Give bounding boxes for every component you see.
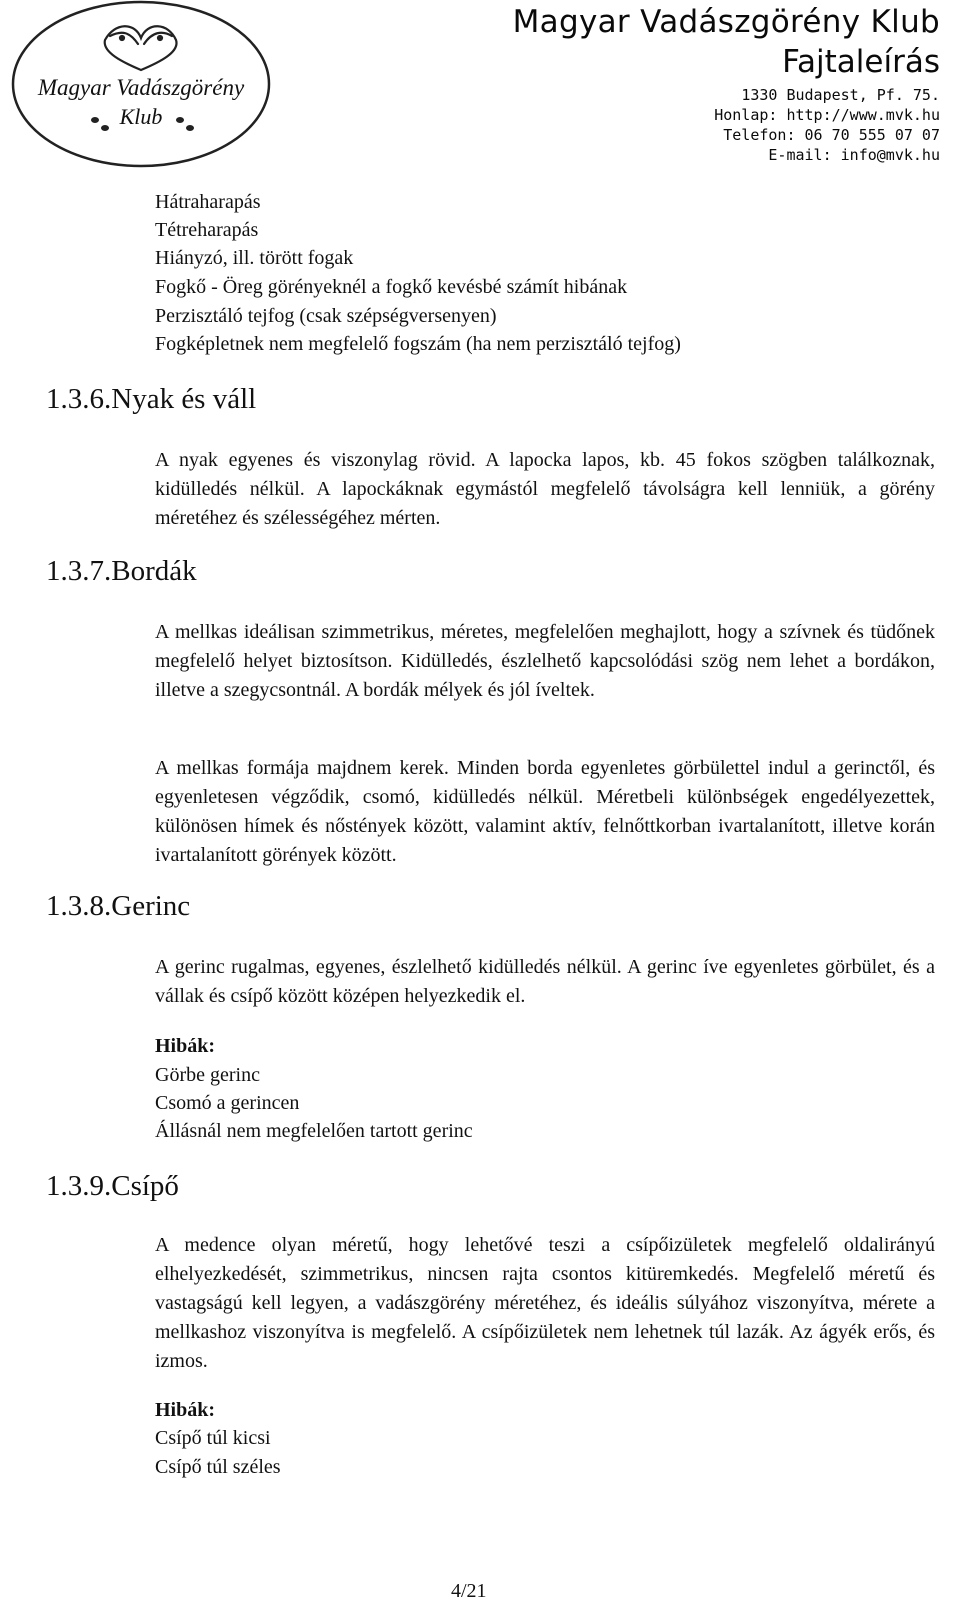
section-heading-hip: 1.3.9.Csípő	[46, 1170, 179, 1202]
section-heading-spine: 1.3.8.Gerinc	[46, 890, 191, 922]
spine-fault-item: Görbe gerinc	[155, 1064, 260, 1086]
phone-number: Telefon: 06 70 555 07 07	[723, 126, 940, 144]
hip-paragraph: A medence olyan méretű, hogy lehetővé teszi a csípőizületek megfelelő oldalirányú elhelyezkedését, szimmetrikus, nincsen rajta csontos kitüremkedés. Megfelelő méretű és vastagságú kell legyen, a vadászgörény méretéhez, és ideális súlyához viszonyítva, mérete a mellkashoz viszonyítva is megfelelő. A csípőizületek nem lehetnek túl lazák. Az ágyék erős, és izmos.	[155, 1234, 935, 1372]
ribs-paragraph-1: A mellkas ideálisan szimmetrikus, méretes, megfelelően meghajlott, hogy a szívnek és tüdőnek megfelelő helyet biztosítson. Kidülledés, észlelhető kapcsolódási szög nem lehet a bordákon, illetve a szegycsontnál. A bordák mélyek és jól íveltek.	[155, 621, 935, 701]
document-title: Fajtaleírás	[782, 44, 940, 80]
postal-address: 1330 Budapest, Pf. 75.	[741, 86, 940, 104]
teeth-fault-item: Hiányzó, ill. törött fogak	[155, 247, 354, 269]
website-link[interactable]: Honlap: http://www.mvk.hu	[714, 106, 940, 124]
section-heading-ribs: 1.3.7.Bordák	[46, 555, 197, 587]
ferret-heart-icon	[105, 26, 177, 70]
spine-paragraph: A gerinc rugalmas, egyenes, észlelhető kidülledés nélkül. A gerinc íve egyenletes görbület, és a vállak és csípő között középen helyezkedik el.	[155, 956, 935, 1007]
club-logo	[10, 0, 272, 168]
teeth-fault-item: Fogképletnek nem megfelelő fogszám (ha nem perzisztáló tejfog)	[155, 333, 681, 355]
neck-paragraph: A nyak egyenes és viszonylag rövid. A lapocka lapos, kb. 45 fokos szögben találkoznak, kidülledés nélkül. A lapockáknak egymástól megfelelő távolságra kell lenniük, a görény méretéhez és szélességéhez mérten.	[155, 449, 935, 529]
teeth-fault-item: Hátraharapás	[155, 191, 261, 213]
ribs-paragraph-2: A mellkas formája majdnem kerek. Minden borda egyenletes görbülettel indul a gerinctől, és egyenletesen végződik, csomó, kidülledés nélkül. Méretbeli különbségek engedélyezettek, különösen hímek és nőstények között, valamint aktív, felnőttkorban ivartalanított, illetve korán ivartalanított görények között.	[155, 757, 935, 866]
email-link[interactable]: E-mail: info@mvk.hu	[768, 146, 940, 164]
teeth-fault-item: Fogkő - Öreg görényeknél a fogkő kevésbé számít hibának	[155, 276, 628, 298]
section-heading-neck: 1.3.6.Nyak és váll	[46, 383, 257, 415]
hip-faults-label: Hibák:	[155, 1399, 216, 1421]
hip-fault-item: Csípő túl kicsi	[155, 1427, 271, 1449]
spine-faults-label: Hibák:	[155, 1035, 216, 1057]
club-name: Magyar Vadászgörény Klub	[512, 4, 940, 40]
teeth-fault-item: Perzisztáló tejfog (csak szépségversenyen)	[155, 305, 497, 327]
spine-fault-item: Csomó a gerincen	[155, 1092, 300, 1114]
spine-fault-item: Állásnál nem megfelelően tartott gerinc	[155, 1120, 473, 1142]
logo-text-line2: Klub	[119, 104, 163, 129]
teeth-fault-item: Tétreharapás	[155, 219, 259, 241]
page-number: 4/21	[451, 1580, 487, 1602]
logo-text-line1: Magyar Vadászgörény	[37, 75, 245, 100]
hip-fault-item: Csípő túl széles	[155, 1456, 281, 1478]
